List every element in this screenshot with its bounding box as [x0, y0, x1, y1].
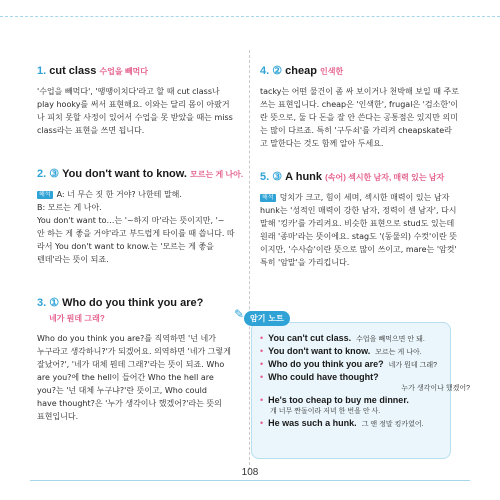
page-number: 108 — [241, 467, 259, 478]
note-title: 암기 노트 — [244, 311, 290, 326]
section-meaning: (속어) 섹시한 남자, 매력 있는 남자 — [325, 173, 445, 182]
section-number: 4. ② — [260, 65, 283, 77]
note-meaning: 걔 너무 짠돌이라 저녁 한 번을 안 사. — [270, 408, 381, 415]
section-heading — [37, 167, 244, 182]
note-expression: You don't want to know. — [268, 346, 371, 356]
body-line: 안 하는 게 좋을 거야'라고 부드럽게 타이를 때 씁니다. 따 — [37, 229, 235, 238]
body-line: B: 모르는 게 나아. — [37, 203, 102, 212]
body-line: have thought?은 '누가 생각이나 했겠어?'라는 뜻의 — [37, 399, 222, 408]
body-line — [260, 191, 460, 204]
section-number: 1. — [37, 65, 47, 77]
body-line: 텐데'라는 뜻이 되죠. — [37, 255, 109, 264]
note-list — [260, 333, 470, 429]
section-heading — [37, 296, 237, 326]
section-body — [260, 191, 460, 269]
body-line: 특히 '암말'을 가리킵니다. — [260, 258, 350, 267]
body-line: hunk는 '성적인 매력이 강한 남자, 정력이 센 남자', 다시 — [260, 206, 457, 215]
translation-text: 덩치가 크고, 힘이 세며, 섹시한 매력이 있는 남자 — [279, 193, 450, 202]
section-body — [37, 85, 237, 137]
section-meaning: 네가 뭔데 그래? — [49, 314, 105, 323]
section-heading — [260, 170, 460, 185]
section-expression: A hunk — [285, 171, 323, 183]
section-body — [37, 332, 237, 423]
note-expression: Who could have thought? — [268, 372, 379, 382]
note-meaning: 누가 생각이나 했겠어? — [401, 385, 470, 392]
note-item — [260, 418, 450, 429]
note-meaning: 모르는 게 나아. — [375, 349, 422, 356]
section-meaning: 인색한 — [320, 67, 344, 76]
translation-tag: 해석 — [262, 194, 274, 201]
section-expression: Who do you think you are? — [62, 297, 204, 309]
body-line: 원래 '종마'라는 뜻이에요. stag도 '(동물의) 수컷'이란 뜻 — [260, 232, 457, 241]
top-dashed-line — [0, 16, 500, 17]
note-meaning: 그 앤 정말 킹카였어. — [361, 421, 424, 428]
body-line: '수업을 빼먹다', '땡땡이치다'라고 할 때 cut class나 — [37, 87, 220, 96]
note-meaning: 네가 뭔데 그래? — [388, 362, 438, 369]
body-line: 란 뜻으로, 둘 다 돈을 잘 안 쓴다는 공통점은 있지만 의미 — [260, 113, 458, 122]
section-expression: cut class — [49, 65, 97, 77]
section-meaning: 수업을 빼먹다 — [99, 67, 148, 76]
body-line: 쓰는 표현입니다. cheap은 '인색한', frugal은 '검소한'이 — [260, 100, 458, 109]
answer-section-2 — [37, 167, 244, 266]
body-line: 이지만, '수사슴'이란 뜻으로 많이 쓰이고, mare는 '암컷' — [260, 245, 457, 254]
note-item — [260, 346, 450, 357]
body-line: you?는 '넌 대체 누구냐?'란 뜻이고, Who could — [37, 386, 207, 395]
bullet-icon: • — [260, 333, 264, 343]
section-body — [260, 85, 460, 150]
body-line: 고 말한다는 것도 함께 알아 두세요. — [260, 139, 384, 148]
column-divider — [249, 50, 250, 470]
note-expression: You can't cut class. — [268, 333, 352, 343]
bullet-icon: • — [260, 372, 264, 382]
body-line — [37, 188, 237, 201]
note-item — [260, 333, 450, 344]
section-number: 2. ③ — [37, 168, 60, 180]
section-expression: cheap — [285, 65, 317, 77]
body-line: 말해 '킹카'를 가리켜요. 비슷한 표현으로 stud도 있는데 — [260, 219, 455, 228]
body-line: 라서 You don't want to know.는 '모르는 게 좋을 — [37, 242, 214, 251]
note-expression: He was such a hunk. — [268, 418, 357, 428]
note-item — [260, 372, 470, 393]
section-heading — [37, 64, 237, 79]
body-line: play hooky를 써서 표현해요. 이와는 달리 몸이 아팠거 — [37, 100, 230, 109]
section-body — [37, 188, 237, 266]
bullet-icon: • — [260, 395, 264, 405]
answer-section-3 — [37, 296, 237, 423]
body-line: 는 많이 다르죠. 특히 '구두쇠'를 가리켜 cheapskate라 — [260, 126, 452, 135]
dialogue-a: A: 너 무슨 짓 한 거야? 나한테 말해. — [56, 190, 182, 199]
body-line: 나 피치 못할 사정이 있어서 수업을 못 받았을 때는 miss — [37, 113, 233, 122]
translation-tag: 해석 — [39, 191, 51, 198]
body-line: Who do you think you are?를 직역하면 '넌 네가 — [37, 334, 216, 343]
body-line: are you?에 the hell이 들어간 Who the hell are — [37, 373, 214, 382]
bullet-icon: • — [260, 359, 264, 369]
answer-section-5 — [260, 170, 460, 269]
answer-section-1 — [37, 64, 237, 137]
pencil-icon: ✎ — [234, 307, 245, 321]
footer-line — [30, 480, 470, 481]
answer-section-4 — [260, 64, 460, 150]
section-heading — [260, 64, 460, 79]
body-line: class라는 표현을 쓰면 됩니다. — [37, 126, 145, 135]
note-meaning: 수업을 빼먹으면 안 돼. — [356, 336, 425, 343]
section-number: 3. ① — [37, 297, 60, 309]
right-column — [260, 56, 460, 281]
body-line: You don't want to…는 '~하지 마'라는 뜻이지만, '~ — [37, 216, 225, 225]
note-item — [260, 395, 450, 416]
note-expression: Who do you think you are? — [268, 359, 384, 369]
section-expression: You don't want to know. — [62, 168, 187, 180]
memo-note-box — [234, 307, 470, 459]
body-line: 표현입니다. — [37, 412, 79, 421]
section-meaning: 모르는 게 나아. — [190, 170, 244, 179]
left-column — [37, 56, 244, 435]
body-line: 잘났어?', '네가 대체 뭔데 그래?'라는 뜻이 되죠. Who — [37, 360, 225, 369]
note-expression: He's too cheap to buy me dinner. — [268, 395, 409, 405]
body-line: 누구라고 생각하니?'가 되겠어요. 의역하면 '네가 그렇게 — [37, 347, 231, 356]
section-number: 5. ③ — [260, 171, 283, 183]
bullet-icon: • — [260, 346, 264, 356]
bullet-icon: • — [260, 418, 264, 428]
note-item — [260, 359, 450, 370]
body-line: tacky는 어떤 물건이 좀 싸 보이거나 천박해 보일 때 주로 — [260, 87, 459, 96]
